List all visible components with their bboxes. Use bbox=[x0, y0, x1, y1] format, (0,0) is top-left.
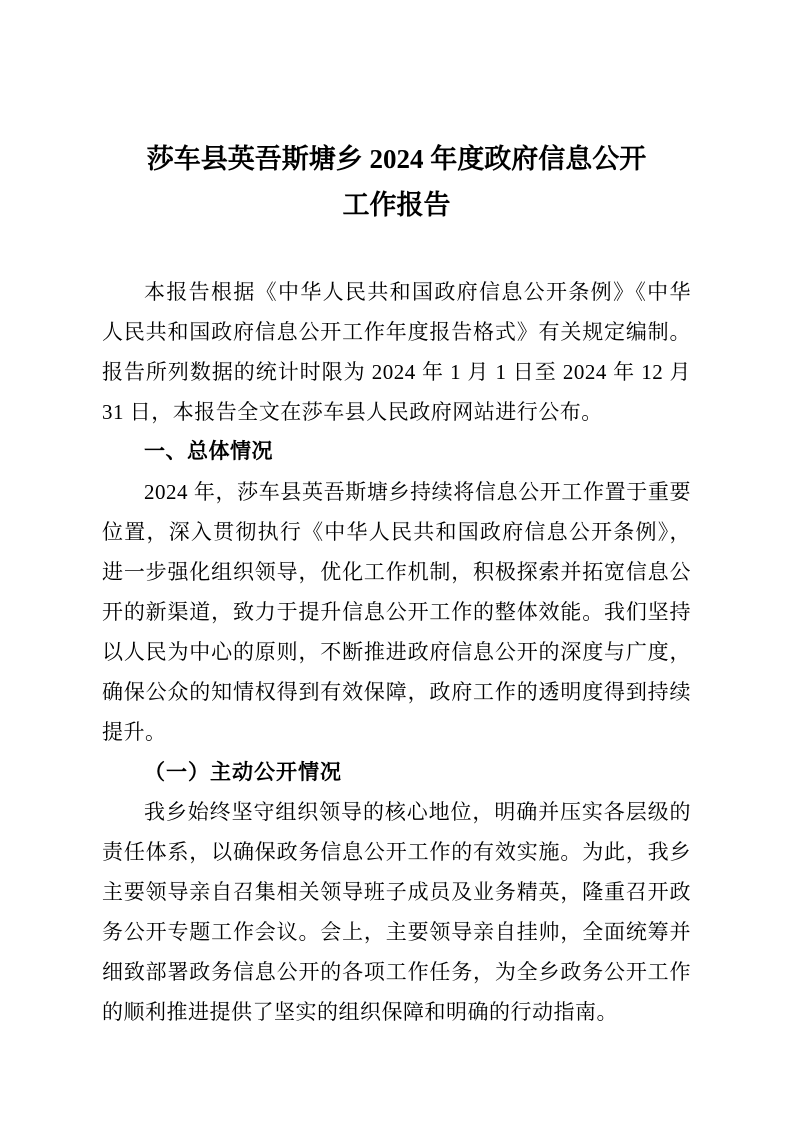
title-line-1: 莎车县英吾斯塘乡 2024 年度政府信息公开 bbox=[146, 144, 647, 174]
subsection-paragraph-proactive-disclosure: 我乡始终坚守组织领导的核心地位，明确并压实各层级的责任体系，以确保政务信息公开工作的有效实施。为此，我乡主要领导亲自召集相关领导班子成员及业务精英，隆重召开政务公开专题工作会议。会上，主要领导亲自挂帅，全面统筹并细致部署政务信息公开的各项工作任务，为全乡政务公开工作的顺利推进提供了坚实的组织保障和明确的行动指南。 bbox=[102, 800, 691, 1024]
title-line-2: 工作报告 bbox=[342, 190, 451, 220]
intro-paragraph: 本报告根据《中华人民共和国政府信息公开条例》《中华人民共和国政府信息公开工作年度报告格式》有关规定编制。报告所列数据的统计时限为 2024 年 1 月 1 日至 2024 年 12 月 31 日，本报告全文在莎车县人民政府网站进行公布。 bbox=[102, 280, 691, 424]
section-heading-overall-situation: 一、总体情况 bbox=[144, 440, 273, 463]
section-paragraph-overall-situation: 2024 年，莎车县英吾斯塘乡持续将信息公开工作置于重要位置，深入贯彻执行《中华人民共和国政府信息公开条例》，进一步强化组织领导，优化工作机制，积极探索并拓宽信息公开的新渠道，致力于提升信息公开工作的整体效能。我们坚持以人民为中心的原则，不断推进政府信息公开的深度与广度，确保公众的知情权得到有效保障，政府工作的透明度得到持续提升。 bbox=[102, 480, 691, 744]
document-title bbox=[102, 136, 691, 228]
subsection-heading-proactive-disclosure: （一）主动公开情况 bbox=[144, 760, 342, 784]
